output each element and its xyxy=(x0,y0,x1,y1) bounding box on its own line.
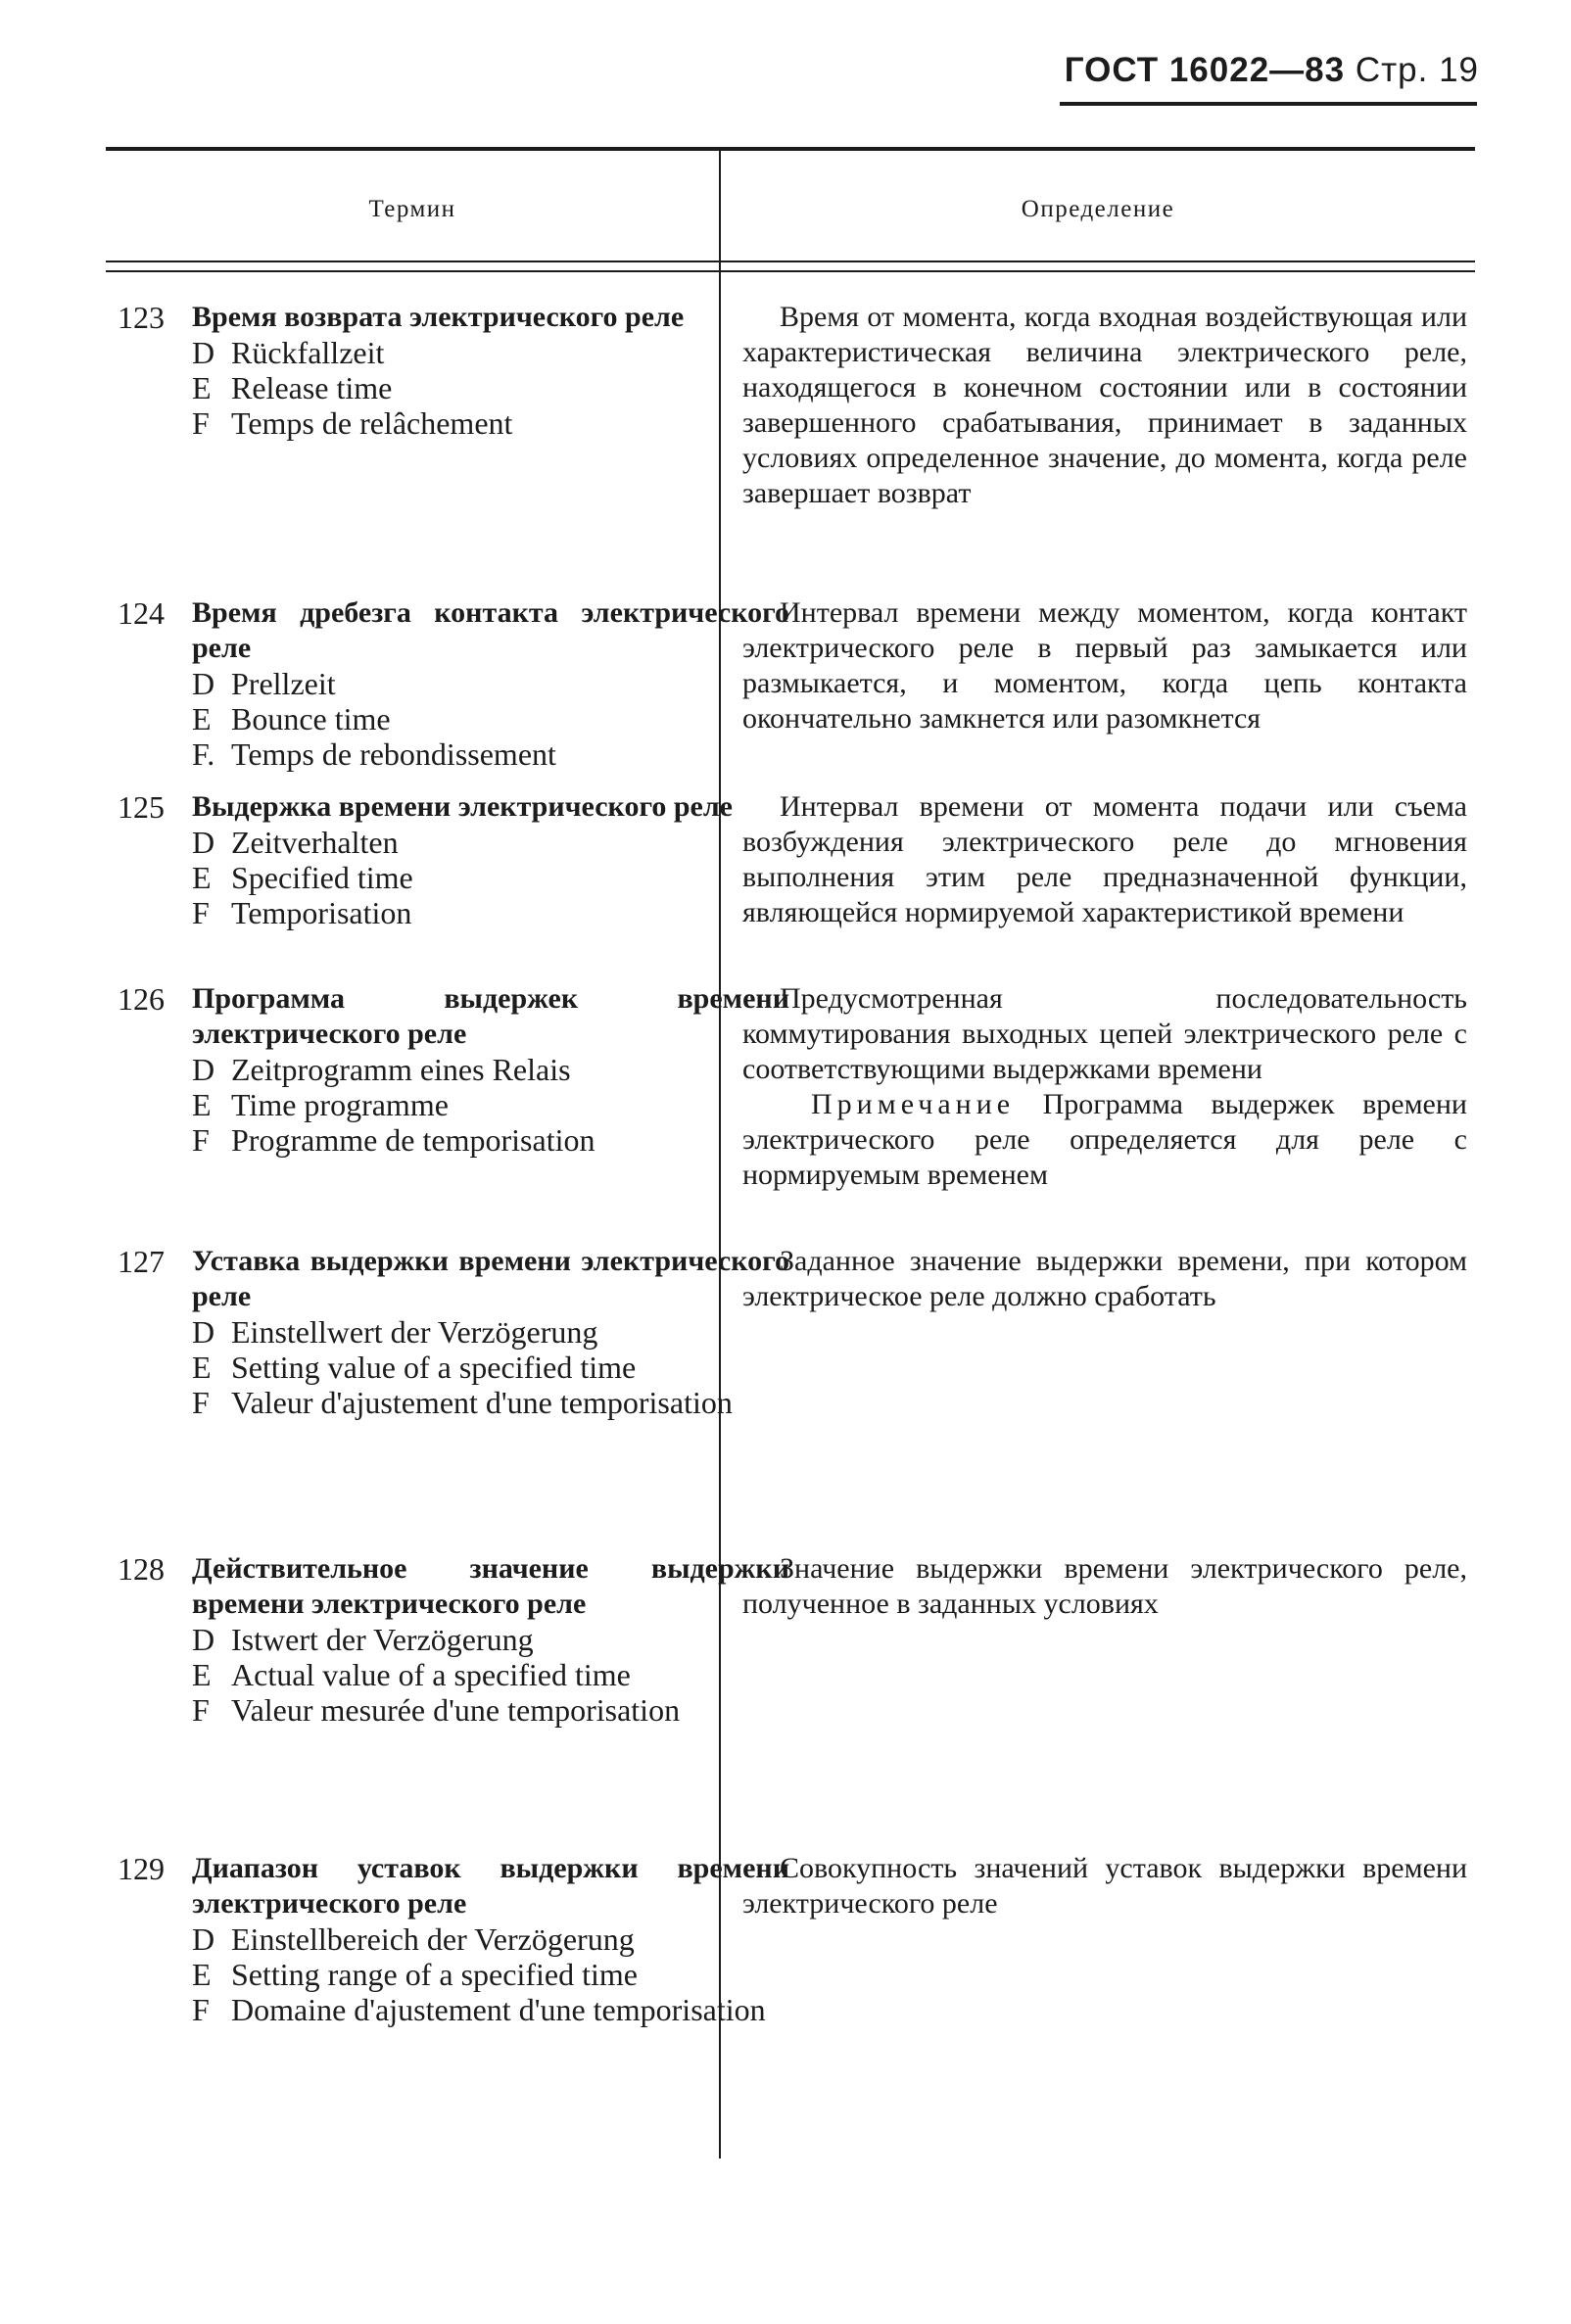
header-bottom-rule xyxy=(106,261,1475,262)
term-russian: Уставка выдержки времени электрического реле xyxy=(192,1245,789,1312)
definition-text: Интервал времени между моментом, когда контакт электрического реле в первый раз замыкается или размыкается, и моментом, когда цепь контакта окончательно замкнется или разомкнется xyxy=(742,596,1467,735)
term-russian: Время возврата электрического реле xyxy=(192,301,685,333)
entry-number: 126 xyxy=(118,981,165,1017)
term-russian: Диапазон уставок выдержки времени электрического реле xyxy=(192,1852,789,1920)
header-bottom-rule-double xyxy=(106,270,1475,272)
term-block xyxy=(192,300,789,441)
standard-number: ГОСТ 16022—83 xyxy=(1064,51,1346,89)
translation-de: D Istwert der Verzögerung xyxy=(192,1622,534,1657)
translation-de: D Zeitverhalten xyxy=(192,825,399,860)
term-block xyxy=(192,981,789,1158)
definition-text: Заданное значение выдержки времени, при котором электрическое реле должно сработать xyxy=(742,1245,1467,1312)
definition-text: Время от момента, когда входная воздействующая или характеристическая величина электрического реле, находящегося в конечном состоянии или в состоянии завершенного срабатывания, принимает в заданных условиях определенное значение, до момента, когда реле завершает возврат xyxy=(742,301,1467,509)
definition-text: Интервал времени от момента подачи или съема возбуждения электрического реле до мгновения выполнения этим реле предназначенной функции, являющейся нормируемой характеристикой времени xyxy=(742,790,1467,928)
translation-fr: F Domaine d'ajustement d'une temporisation xyxy=(192,1992,766,2027)
note-label: Примечание xyxy=(811,1088,1016,1120)
translation-en: E Time programme xyxy=(192,1087,449,1122)
translation-fr: F Temporisation xyxy=(192,895,412,930)
translation-en: E Bounce time xyxy=(192,701,391,736)
entry-number: 128 xyxy=(118,1551,165,1587)
translation-de: D Einstellbereich der Verzögerung xyxy=(192,1921,635,1957)
definition-text: Значение выдержки времени электрического реле, полученное в заданных условиях xyxy=(742,1552,1467,1620)
column-header-term: Термин xyxy=(368,196,456,222)
translation-en: E Setting value of a specified time xyxy=(192,1350,637,1385)
entry-number: 127 xyxy=(118,1244,165,1279)
term-russian: Программа выдержек времени электрического реле xyxy=(192,982,789,1050)
translation-fr: F. Temps de rebondissement xyxy=(192,736,556,772)
table-top-rule xyxy=(106,147,1475,151)
entry-number: 123 xyxy=(118,300,165,335)
page-header xyxy=(1058,51,1479,90)
entry-number: 125 xyxy=(118,789,165,825)
definition-text: Предусмотренная последовательность коммутирования выходных цепей электрического реле с соответствующими выдержками времени xyxy=(742,982,1467,1085)
term-block xyxy=(192,595,789,772)
translation-de: D Einstellwert der Verzögerung xyxy=(192,1314,598,1350)
translation-de: D Prellzeit xyxy=(192,666,336,701)
term-block xyxy=(192,1551,789,1728)
note-text: Программа выдержек времени электрического реле определяется для реле с нормируемым временем xyxy=(742,1088,1467,1191)
entry-number: 124 xyxy=(118,595,165,631)
definition-text: Совокупность значений уставок выдержки времени электрического реле xyxy=(742,1852,1467,1920)
term-block xyxy=(192,789,789,930)
column-header-definition: Определение xyxy=(1021,196,1175,222)
translation-en: E Specified time xyxy=(192,860,413,895)
translation-en: E Setting range of a specified time xyxy=(192,1957,638,1992)
term-block xyxy=(192,1851,789,2027)
translation-en: E Actual value of a specified time xyxy=(192,1657,631,1692)
translation-fr: F Programme de temporisation xyxy=(192,1122,595,1158)
term-block xyxy=(192,1244,789,1420)
term-russian: Время дребезга контакта электрического реле xyxy=(192,596,789,664)
header-rule xyxy=(1060,102,1477,106)
page-number: Стр. 19 xyxy=(1355,51,1479,89)
entry-number: 129 xyxy=(118,1851,165,1886)
translation-fr: F Temps de relâchement xyxy=(192,405,513,441)
definition-note xyxy=(742,1087,1467,1193)
translation-de: D Zeitprogramm eines Relais xyxy=(192,1052,571,1087)
term-russian: Выдержка времени электрического реле xyxy=(192,790,733,823)
translation-en: E Release time xyxy=(192,370,393,405)
translation-fr: F Valeur d'ajustement d'une temporisation xyxy=(192,1385,733,1420)
translation-de: D Rückfallzeit xyxy=(192,335,385,370)
translation-fr: F Valeur mesurée d'une temporisation xyxy=(192,1692,681,1728)
definition-block xyxy=(742,981,1467,1193)
term-russian: Действительное значение выдержки времени электрического реле xyxy=(192,1552,789,1620)
